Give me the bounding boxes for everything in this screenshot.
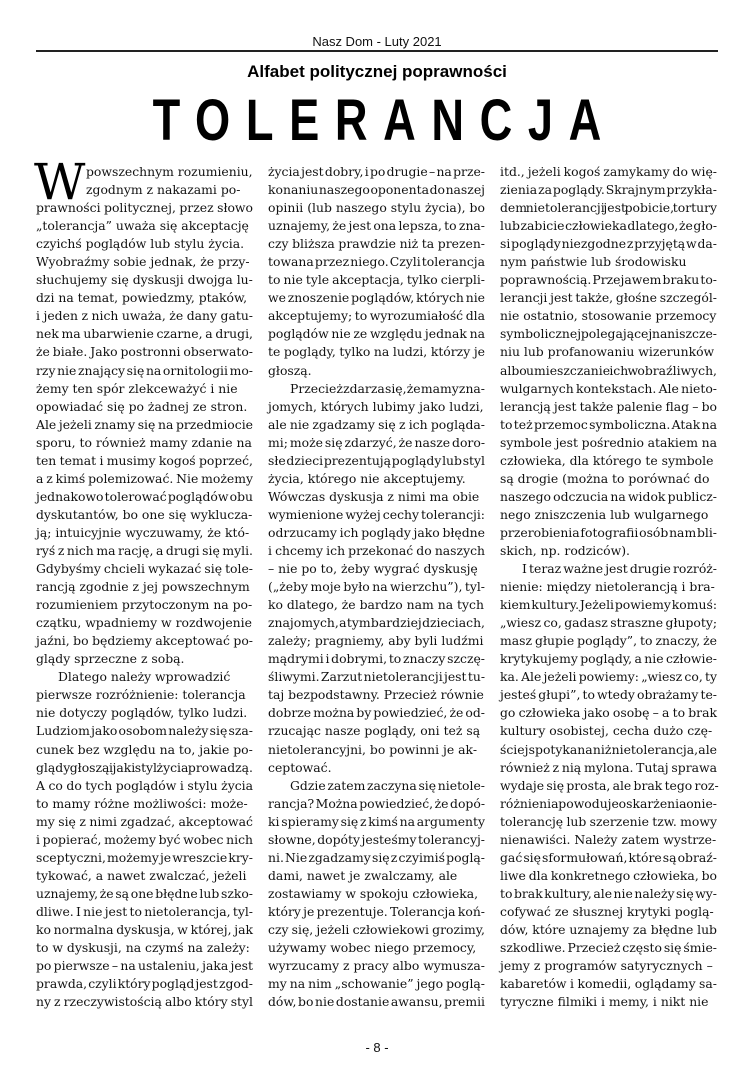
text-line: Dlatego należy wprowadzić — [58, 669, 231, 685]
text-line: zostawiamy w spokoju człowieka, — [268, 885, 479, 901]
text-line: nego zniszczenia lub wulgarnego — [500, 506, 709, 522]
text-line: opinii (lub naszego stylu życia), bo — [268, 200, 485, 216]
text-line: ją; intuicyjnie wyczuwamy, że któ- — [36, 524, 250, 540]
text-line: liwe dla konkretnego człowieka, bo — [500, 867, 717, 883]
text-line: rozumieniem przytoczonym na po- — [36, 597, 253, 613]
text-line: go człowieka jako osobę – a to brak — [500, 705, 717, 721]
text-line: a z kimś polemizować. Nie możemy — [36, 470, 253, 486]
text-line: kabaretów i komedii, oglądamy sa- — [500, 976, 717, 992]
text-line: skich, np. rodziców). — [500, 542, 630, 558]
text-line: to mamy różne możliwości: może- — [36, 795, 248, 811]
text-line: sporu, to również mamy zdanie na — [36, 434, 252, 450]
text-line: słowne, dopóty jesteśmy tolerancyj- — [268, 831, 485, 847]
text-line: dem nietolerancji jest pobicie, tortury — [500, 200, 717, 216]
header-rule — [36, 50, 718, 52]
text-line: dyskutantów, bo one się wyklucza- — [36, 506, 253, 522]
text-line: glądy sprzeczne z sobą. — [36, 651, 185, 667]
text-line: czy bliższa prawdzie niż ta prezen- — [268, 236, 485, 252]
text-line: wulgarnych kontekstach. Ale nieto- — [500, 380, 717, 396]
text-line: tolerancję lub szerzenie tzw. mowy — [500, 813, 717, 829]
text-line: odrzucamy ich poglądy jako błędne — [268, 524, 485, 540]
text-line: krytykujemy poglądy, a nie człowie- — [500, 651, 717, 667]
text-line: – nie po to, żeby wygrać dyskusję — [268, 561, 478, 577]
text-line: jomych, których lubimy jako ludzi, — [268, 398, 484, 414]
text-line: prawda, czyli który pogląd jest zgod- — [36, 976, 253, 992]
text-line: poprawnością. Przejawem braku to- — [500, 272, 717, 288]
text-line: to też przemoc symboliczna. Atak na — [500, 416, 717, 432]
text-line: to brak kultury, ale nie należy się wy- — [500, 885, 717, 901]
text-line: różnienia powoduje oskarżenia o nie- — [500, 795, 717, 811]
text-line: szkodliwe. Przecież często się śmie- — [500, 940, 717, 956]
text-line: Wówczas dyskusja z nimi ma obie — [268, 488, 480, 504]
text-line: znajomych, a tym bardziej dzieciach, — [268, 615, 485, 631]
text-line: konaniu naszego oponenta do naszej — [268, 182, 485, 198]
text-line: niu lub profanowaniu wizerunków — [500, 344, 715, 360]
text-line: i popierać, możemy być wobec nich — [36, 831, 253, 847]
text-line: zienia za poglądy. Skrajnym przykła- — [500, 182, 717, 198]
text-line: nienie: między nietolerancją i bra- — [500, 579, 715, 595]
text-line: życia, którego nie akceptujemy. — [268, 470, 466, 486]
text-line: Ale jeżeli znamy się na przedmiocie — [36, 416, 253, 432]
text-line: to w dyskusji, na czymś na zależy: — [36, 940, 250, 956]
text-line: życia jest dobry, i po drugie – na prze- — [268, 164, 485, 179]
text-line: że białe. Jako postronni obserwato- — [36, 344, 253, 360]
text-line: rancja? Można powiedzieć, że dopó- — [268, 795, 485, 811]
text-line: jednakowo tolerować poglądów obu — [36, 488, 253, 504]
text-line: lerancją jest także palenie flag – bo — [500, 398, 717, 414]
text-line: zgodnym z nakazami po- — [86, 182, 241, 198]
text-line: („żeby moje było na wierzchu”), tyl- — [268, 579, 485, 595]
text-line: nek ma ubarwienie czarne, a drugi, — [36, 326, 253, 342]
text-line: nienawiści. Należy zatem wystrze- — [500, 831, 717, 847]
text-line: to nie tyle akceptacja, tylko cierpli- — [268, 272, 485, 288]
text-line: dami, nawet je zwalczamy, ale — [268, 867, 458, 883]
text-line: ko dlatego, że bardzo nam na tych — [268, 597, 484, 613]
text-line: si poglądy niezgodne z przyjętą w da- — [500, 236, 717, 252]
text-line: dów, które uznajemy za błędne lub — [500, 921, 717, 937]
text-line: my na nim „schowanie” jego poglą- — [268, 976, 485, 992]
text-line: pierwsze rozróżnienie: tolerancja — [36, 687, 246, 703]
text-line: zależy; pragniemy, aby byli ludźmi — [268, 633, 484, 649]
text-line: I teraz ważne jest drugie rozróż- — [522, 561, 717, 577]
text-line: poglądów nie ze względu jednak na — [268, 326, 485, 342]
text-line: Przecież zdarza się, że mamy zna- — [290, 380, 485, 396]
text-line: jesteś głupi”, to wtedy obrażamy te- — [500, 687, 717, 703]
text-line: gać się sformułowań, które są obraź- — [500, 849, 717, 865]
text-line: wyrzucamy z pracy albo wymusza- — [268, 958, 485, 974]
article-column-2 — [268, 163, 485, 1011]
text-line: ni. Nie zgadzamy się z czyimiś poglą- — [268, 849, 485, 865]
text-line: śliwymi. Zarzut nietolerancji jest tu- — [268, 669, 485, 685]
text-line: słuchujemy się dyskusji dwojga lu- — [36, 272, 253, 288]
page-number: - 8 - — [365, 1040, 389, 1055]
running-head: Nasz Dom - Luty 2021 — [312, 34, 442, 49]
text-line: symbolicznej polegającej na niszcze- — [500, 326, 717, 342]
text-line: prawności politycznej, przez słowo — [36, 200, 253, 216]
text-line: po pierwsze – na ustaleniu, jaka jest — [36, 958, 253, 974]
text-line: kultury osobistej, cecha dużo czę- — [500, 723, 713, 739]
text-line: czy się, jeżeli człowiekowi grozimy, — [268, 921, 485, 937]
text-line: rzy nie znający się na ornitologii mo- — [36, 362, 253, 378]
text-line: Gdybyśmy chcieli wykazać się tole- — [36, 561, 253, 577]
text-line: ryś z nich ma rację, a drugi się myli. — [36, 542, 253, 558]
text-line: ściej spotykana niż nietolerancja, ale — [500, 741, 717, 757]
text-line: nym państwie lub środowisku — [500, 254, 687, 270]
text-line: „tolerancja” uważa się akceptację — [36, 218, 249, 234]
text-line: rancją zgodnie z jej powszechnym — [36, 579, 250, 595]
text-line: we znoszenie poglądów, których nie — [268, 290, 485, 306]
text-line: symbole jest pośrednio atakiem na — [500, 434, 717, 450]
text-line: masz głupie poglądy”, to znaczy, że — [500, 633, 717, 649]
text-line: cunek bez względu na to, jakie po- — [36, 741, 253, 757]
text-line: ko normalna dyskusja, w której, jak — [36, 921, 253, 937]
text-line: słe dzieci prezentują poglądy lub styl — [268, 452, 485, 468]
text-line: ki spieramy się z kimś na argumenty — [268, 813, 485, 829]
article-column-3 — [500, 163, 717, 1011]
article-subtitle: Alfabet politycznej poprawności — [247, 62, 507, 81]
drop-cap: W — [34, 153, 86, 211]
text-line: sceptyczni, możemy je wreszcie kry- — [36, 849, 253, 865]
text-line: mądrymi i dobrymi, to znaczy szczę- — [268, 651, 485, 667]
text-line: cofywać ze słusznej krytyki poglą- — [500, 903, 714, 919]
text-line: jemy z programów satyrycznych – — [500, 958, 713, 974]
text-line: czyichś poglądów lub stylu życia. — [36, 236, 245, 252]
text-line: uznajemy, że są one błędne lub szko- — [36, 885, 253, 901]
text-line: itd., jeżeli kogoś zamykamy do wię- — [500, 164, 717, 179]
text-line: uznajemy, że jest ona lepsza, to zna- — [268, 218, 485, 234]
text-line: są drogie (można to porównać do — [500, 470, 710, 486]
text-line: lub zabicie człowieka dlatego, że gło- — [500, 218, 717, 234]
article-title: TOLERANCJA — [152, 88, 617, 153]
text-line: nie dotyczy poglądów, tylko ludzi. — [36, 705, 248, 721]
text-line: również z nią mylona. Tutaj sprawa — [500, 759, 717, 775]
text-line: ten temat i musimy kogoś poprzeć, — [36, 452, 253, 468]
text-line: Gdzie zatem zaczyna się nietole- — [290, 777, 485, 793]
text-line: nietolerancyjni, bo powinni je ak- — [268, 741, 478, 757]
text-line: A co do tych poglądów i stylu życia — [36, 777, 253, 793]
text-line: te poglądy, tylko na ludzi, którzy je — [268, 344, 485, 360]
text-line: ka. Ale jeżeli powiemy: „wiesz co, ty — [500, 669, 717, 685]
text-line: „wiesz co, gadasz straszne głupoty; — [500, 615, 717, 631]
text-line: Wyobraźmy sobie jednak, że przy- — [36, 254, 250, 270]
text-line: albo umieszczanie ich w obraźliwych, — [500, 362, 717, 378]
text-line: czątku, wpadniemy w rozdwojenie — [36, 615, 252, 631]
text-line: i jeden z nich uważa, że dany gatu- — [36, 308, 253, 324]
text-line: dów, bo nie dostanie awansu, premii — [268, 994, 485, 1010]
text-line: naszego odczucia na widok publicz- — [500, 488, 717, 504]
text-line: wydaje się prosta, ale brak tego roz- — [500, 777, 719, 793]
text-line: tyryczne filmiki i memy, i nikt nie — [500, 994, 709, 1010]
text-line: glądy głoszą i jaki styl życia prowadzą. — [36, 759, 253, 775]
text-line: taj bezpodstawny. Przecież równie — [268, 687, 484, 703]
text-line: ceptować. — [268, 759, 332, 775]
text-line: my się z nimi zgadzać, akceptować — [36, 813, 253, 829]
text-line: Ludziom jako osobom należy się sza- — [36, 723, 253, 739]
text-line: który je prezentuje. Tolerancja koń- — [268, 903, 485, 919]
text-line: przerobienia fotografii osób nam bli- — [500, 524, 717, 540]
text-line: ale nie zgadzamy się z ich pogląda- — [268, 416, 485, 432]
text-line: człowieka, dla którego te symbole — [500, 452, 714, 468]
text-line: dobrze można by powiedzieć, że od- — [268, 705, 485, 721]
text-line: używamy wobec niego przemocy, — [268, 940, 477, 956]
text-line: opowiadać się po żadnej ze stron. — [36, 398, 248, 414]
text-line: dliwe. I nie jest to nietolerancja, tyl- — [36, 903, 253, 919]
text-line: akceptujemy; to wyrozumiałość dla — [268, 308, 485, 324]
text-line: towana przez niego. Czyli tolerancja — [268, 254, 485, 270]
text-line: rzucając nasze poglądy, oni też są — [268, 723, 481, 739]
article-column-1 — [34, 153, 253, 1011]
text-line: mi; może się zdarzyć, że nasze doro- — [268, 434, 485, 450]
text-line: ny z rzeczywistością albo który styl — [36, 994, 253, 1010]
text-line: dzi na temat, powiedzmy, ptaków, — [36, 290, 248, 306]
text-line: nie ostatnio, stosowanie przemocy — [500, 308, 717, 324]
text-line: powszechnym rozumieniu, — [86, 164, 253, 179]
text-line: lerancji jest także, głośne szczegól- — [500, 290, 717, 306]
text-line: tykować, a nawet zwalczać, jeżeli — [36, 867, 247, 883]
text-line: wymienione wyżej cechy tolerancji: — [268, 506, 485, 522]
text-line: i chcemy ich przekonać do naszych — [268, 542, 485, 558]
text-line: głoszą. — [268, 362, 312, 378]
text-line: kiem kultury. Jeżeli powiemy komuś: — [500, 597, 717, 613]
text-line: żemy ten spór zlekceważyć i nie — [36, 380, 238, 396]
text-line: jaźni, bo będziemy akceptować po- — [36, 633, 253, 649]
